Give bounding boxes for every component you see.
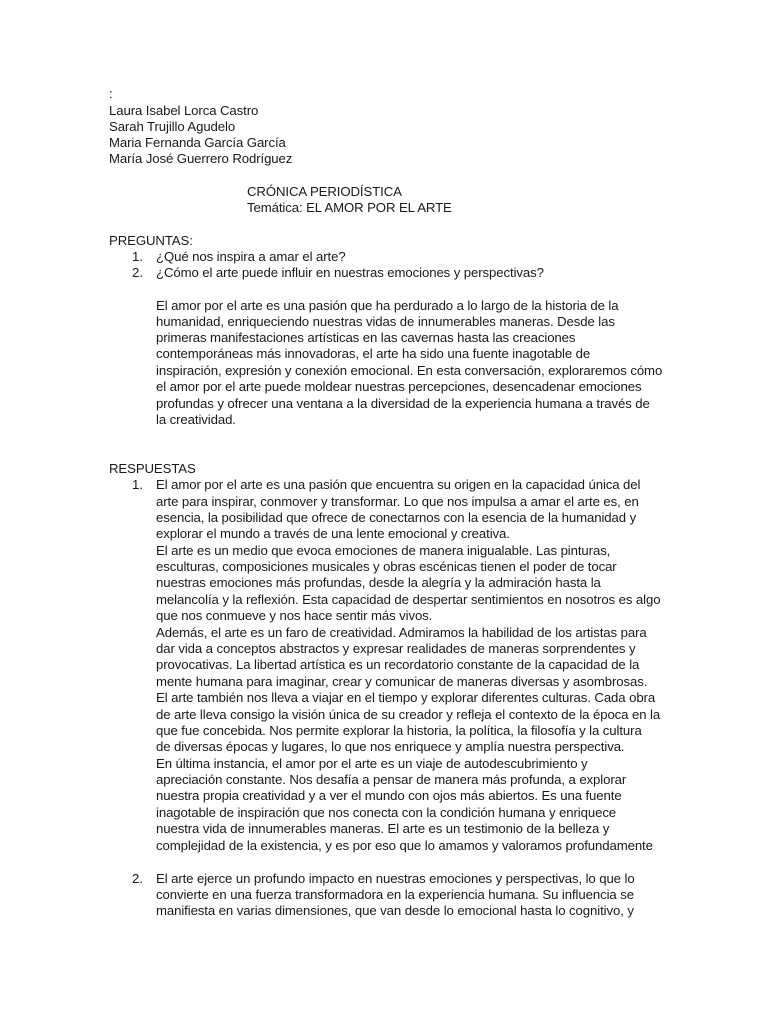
answer-line: convierte en una fuerza transformadora en la experiencia humana. Su influencia se [156, 887, 634, 902]
answer-line: apreciación constante. Nos desafía a pensar de manera más profunda, a explorar [156, 772, 627, 787]
answer-line: El arte es un medio que evoca emociones de manera inigualable. Las pinturas, [156, 543, 611, 558]
answer-line: El arte ejerce un profundo impacto en nuestras emociones y perspectivas, lo que lo [156, 871, 635, 886]
question-item: ¿Cómo el arte puede influir en nuestras emociones y perspectivas? [156, 265, 544, 280]
document-title: CRÓNICA PERIODÍSTICA [247, 184, 402, 199]
header-colon: : [109, 86, 113, 101]
intro-line: inspiración, expresión y conexión emocional. En esta conversación, exploraremos cómo [156, 363, 663, 378]
answer-line: nuestra propia creatividad y a ver el mundo con ojos más abiertos. Es una fuente [156, 788, 622, 803]
answer-line: mente humana para imaginar, crear y comunicar de maneras diversas y asombrosas. [156, 674, 648, 689]
author-name: María José Guerrero Rodríguez [109, 151, 293, 166]
answer-line: explorar el mundo a través de una lente emocional y creativa. [156, 526, 510, 541]
answer-line: manifiesta en varias dimensiones, que van desde lo emocional hasta lo cognitivo, y [156, 903, 634, 918]
answer-line: de diversas épocas y lugares, lo que nos enriquece y amplía nuestra perspectiva. [156, 739, 625, 754]
answer-line: nuestras emociones más profundas, desde la alegría y la admiración hasta la [156, 575, 601, 590]
answer-line: inagotable de inspiración que nos conecta con la condición humana y enriquece [156, 805, 617, 820]
intro-line: profundas y ofrecer una ventana a la diversidad de la experiencia humana a través de [156, 396, 650, 411]
author-name: Maria Fernanda García García [109, 135, 286, 150]
answer-line: que nos conmueve y nos hace sentir más vivos. [156, 608, 433, 623]
respuestas-heading: RESPUESTAS [109, 461, 196, 476]
answer-line: El amor por el arte es una pasión que encuentra su origen en la capacidad única del [156, 477, 641, 492]
answer-line: En última instancia, el amor por el arte es un viaje de autodescubrimiento y [156, 756, 588, 771]
question-item: ¿Qué nos inspira a amar el arte? [156, 249, 346, 264]
answer-line: El arte también nos lleva a viajar en el tiempo y explorar diferentes culturas. Cada obra [156, 690, 656, 705]
answer-line: nuestra vida de innumerables maneras. El arte es un testimonio de la belleza y [156, 821, 610, 836]
answer-line: de arte lleva consigo la visión única de su creador y refleja el contexto de la época en la [156, 707, 661, 722]
answer-line: que fue concebida. Nos permite explorar la historia, la política, la filosofía y la cultura [156, 723, 642, 738]
intro-line: el amor por el arte puede moldear nuestras percepciones, desencadenar emociones [156, 379, 642, 394]
answer-line: provocativas. La libertad artística es un recordatorio constante de la capacidad de la [156, 657, 640, 672]
answer-line: arte para inspirar, conmover y transformar. Lo que nos impulsa a amar el arte es, en [156, 494, 639, 509]
list-number: 2. [132, 871, 143, 886]
answer-line: esculturas, composiciones musicales y obras escénicas tienen el poder de tocar [156, 559, 617, 574]
answer-line: esencia, la posibilidad que ofrece de conectarnos con la esencia de la humanidad y [156, 510, 637, 525]
author-name: Sarah Trujillo Agudelo [109, 119, 236, 134]
answer-line: Además, el arte es un faro de creatividad. Admiramos la habilidad de los artistas para [156, 625, 647, 640]
preguntas-heading: PREGUNTAS: [109, 233, 193, 248]
author-name: Laura Isabel Lorca Castro [109, 103, 259, 118]
answer-line: complejidad de la existencia, y es por eso que lo amamos y valoramos profundamente [156, 838, 653, 853]
answer-line: dar vida a conceptos abstractos y expresar realidades de maneras sorprendentes y [156, 641, 636, 656]
intro-line: El amor por el arte es una pasión que ha perdurado a lo largo de la historia de la [156, 298, 619, 313]
intro-line: primeras manifestaciones artísticas en las cavernas hasta las creaciones [156, 330, 576, 345]
intro-line: la creatividad. [156, 412, 236, 427]
document-subtitle: Temática: EL AMOR POR EL ARTE [247, 200, 452, 215]
list-number: 1. [132, 477, 143, 492]
list-number: 2. [132, 265, 143, 280]
intro-line: humanidad, enriqueciendo nuestras vidas de innumerables maneras. Desde las [156, 314, 615, 329]
list-number: 1. [132, 249, 143, 264]
intro-line: contemporáneas más innovadoras, el arte ha sido una fuente inagotable de [156, 346, 591, 361]
answer-line: melancolía y la reflexión. Esta capacidad de despertar sentimientos en nosotros es algo [156, 592, 661, 607]
